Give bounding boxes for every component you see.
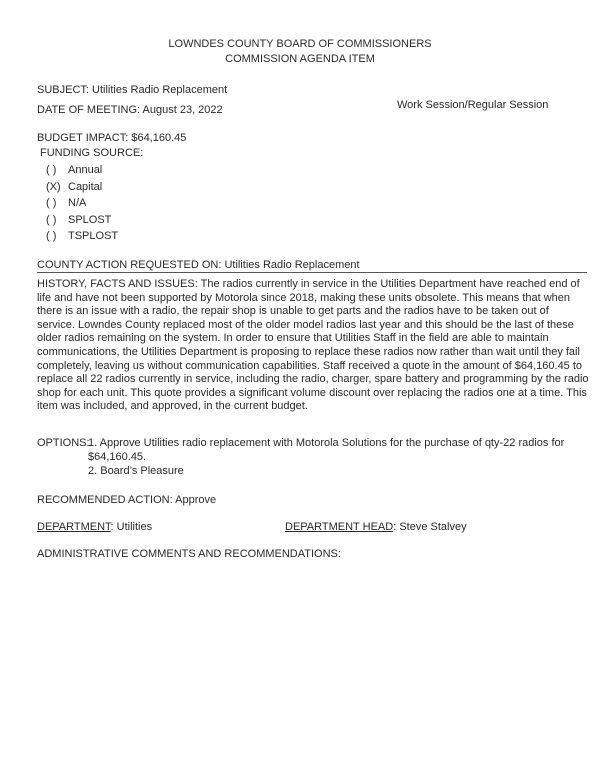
- department-head-line: DEPARTMENT HEAD: Steve Stalvey: [285, 521, 467, 533]
- header-subtitle: COMMISSION AGENDA ITEM: [225, 53, 375, 65]
- funding-option-na: [46, 197, 86, 211]
- checkbox-mark: (X): [46, 181, 61, 193]
- funding-option-label: N/A: [68, 197, 87, 209]
- history-label: HISTORY, FACTS AND ISSUES:: [37, 278, 198, 290]
- funding-option-tsplost: [46, 230, 118, 244]
- funding-option-capital: [46, 181, 102, 195]
- meeting-date-label: DATE OF MEETING:: [37, 104, 141, 116]
- funding-option-label: SPLOST: [68, 214, 112, 226]
- department-head-value: Steve Stalvey: [399, 521, 467, 533]
- header-title: LOWNDES COUNTY BOARD OF COMMISSIONERS: [168, 38, 432, 50]
- funding-option-label: Capital: [68, 181, 103, 193]
- funding-option-splost: [46, 214, 111, 228]
- funding-option-label: TSPLOST: [68, 230, 119, 242]
- admin-comments-label: ADMINISTRATIVE COMMENTS AND RECOMMENDATIONS:: [37, 548, 341, 560]
- subject-line: [37, 84, 227, 96]
- department-label: DEPARTMENT: [37, 521, 111, 533]
- recommended-action-value: Approve: [175, 494, 217, 506]
- meeting-date-value: August 23, 2022: [142, 104, 223, 116]
- history-text: The radios currently in service in the Utilities Department have reached end of life and have not been supported by Motorola since 2018, making these units obsolete. This means that when there is an issue with a radio, the repair shop is unable to get parts and the radios have to be taken out of service. Lowndes County replaced most of the older model radios last year and this should be the last of these older radios remaining on the system. In order to ensure that Utilities Staff in the field are able to maintain communications, the Utilities Department is proposing to replace these radios now rather than wait until they fail completely, leaving us without communication capabilities. Staff received a quote in the amount of $64,160.45 to replace all 22 radios currently in service, including the radio, charger, spare battery and programming by the radio shop for each unit. This quote provides a significant volume discount over replacing the radios one at a time. This item was included, and approved, in the current budget.: [37, 278, 589, 413]
- county-action-label: COUNTY ACTION REQUESTED ON:: [37, 259, 222, 271]
- checkbox-mark: ( ): [46, 230, 57, 242]
- section-divider: [37, 272, 587, 273]
- session-type: Work Session/Regular Session: [397, 99, 549, 111]
- option-item-1: 1. Approve Utilities radio replacement with Motorola Solutions for the purchase of qty-22 radios for $64,160.45.: [88, 437, 565, 463]
- option-item-2: 2. Board’s Pleasure: [88, 465, 184, 477]
- county-action-line: [37, 259, 360, 271]
- funding-option-label: Annual: [68, 164, 103, 176]
- funding-option-annual: [46, 164, 102, 178]
- subject-label: SUBJECT:: [37, 84, 89, 96]
- budget-impact-line: [37, 132, 186, 144]
- history-paragraph: [37, 278, 589, 414]
- recommended-action-label: RECOMMENDED ACTION:: [37, 494, 173, 506]
- department-head-label: DEPARTMENT HEAD: [285, 521, 394, 533]
- options-label: OPTIONS:: [37, 437, 90, 449]
- checkbox-mark: ( ): [46, 214, 57, 226]
- budget-impact-value: $64,160.45: [131, 132, 187, 144]
- recommended-action-line: [37, 494, 216, 506]
- department-line: DEPARTMENT: Utilities: [37, 521, 153, 533]
- county-action-value: Utilities Radio Replacement: [224, 259, 360, 271]
- checkbox-mark: ( ): [46, 164, 57, 176]
- funding-source-label: FUNDING SOURCE:: [40, 147, 144, 159]
- department-value: Utilities: [116, 521, 153, 533]
- checkbox-mark: ( ): [46, 197, 57, 209]
- subject-value: Utilities Radio Replacement: [92, 84, 228, 96]
- meeting-date-line: [37, 104, 223, 116]
- budget-impact-label: BUDGET IMPACT:: [37, 132, 129, 144]
